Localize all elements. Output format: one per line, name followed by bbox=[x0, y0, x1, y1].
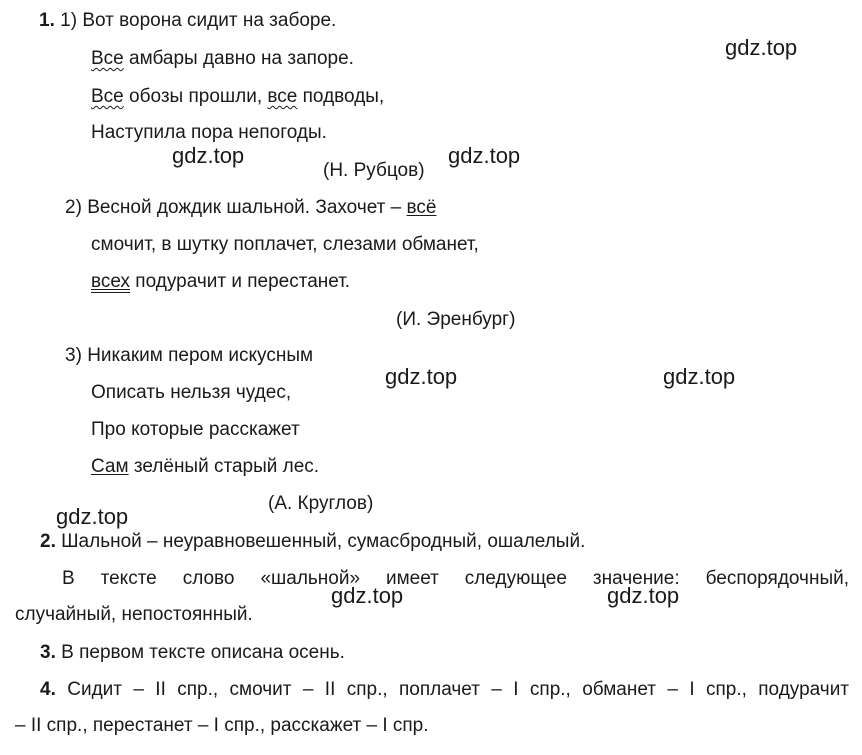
poem1-line: Все обозы прошли, все подводы, bbox=[91, 86, 385, 107]
task4-number: 4. bbox=[40, 679, 56, 700]
watermark: gdz.top bbox=[448, 143, 521, 168]
poem3-author: (А. Круглов) bbox=[268, 493, 374, 514]
underlined-word: все bbox=[267, 86, 298, 107]
task2-paragraph: В тексте слово «шальной» имеет следующее значение: беспорядочный, bbox=[62, 568, 849, 589]
underlined-word: всё bbox=[406, 197, 437, 218]
underlined-word: Все bbox=[91, 86, 124, 107]
poem3-line: Описать нельзя чудес, bbox=[91, 382, 292, 403]
task3-number: 3. bbox=[40, 642, 56, 663]
task1-number: 1. bbox=[39, 10, 55, 31]
task3-line: 3. В первом тексте описана осень. bbox=[40, 642, 345, 663]
poem3-number: 3) bbox=[65, 345, 82, 366]
task1-line-1 bbox=[39, 10, 336, 32]
watermark: gdz.top bbox=[725, 35, 798, 60]
task2-line: 2. Шальной – неуравновешенный, сумасбродный, ошалелый. bbox=[40, 531, 586, 552]
poem1-author: (Н. Рубцов) bbox=[323, 160, 425, 181]
watermark: gdz.top bbox=[663, 364, 736, 389]
watermark: gdz.top bbox=[385, 364, 458, 389]
watermark: gdz.top bbox=[172, 143, 245, 168]
task2-line: случайный, непостоянный. bbox=[15, 604, 253, 625]
poem3-line: 3) Никаким пером искусным bbox=[65, 345, 314, 366]
poem3-line: Сам зелёный старый лес. bbox=[91, 456, 320, 477]
underlined-word: Все bbox=[91, 48, 124, 69]
poem3-line: Про которые расскажет bbox=[91, 419, 300, 440]
poem2-line: всех подурачит и перестанет. bbox=[91, 271, 351, 292]
poem2-line: 2) Весной дождик шальной. Захочет – всё bbox=[65, 197, 437, 218]
task4-paragraph: 4. Сидит – II спр., смочит – II спр., поплачет – I спр., обманет – I спр., подурачит bbox=[40, 679, 850, 700]
watermark: gdz.top bbox=[607, 583, 680, 608]
task4-line: – II спр., перестанет – I спр., расскажет – I спр. bbox=[15, 715, 429, 736]
poem1-number: 1) bbox=[60, 10, 78, 31]
poem2-number: 2) bbox=[65, 197, 82, 218]
poem1-line: Наступила пора непогоды. bbox=[91, 122, 327, 143]
poem2-line: смочит, в шутку поплачет, слезами обманет, bbox=[91, 234, 479, 255]
poem1-line: Вот ворона сидит на заборе. bbox=[82, 10, 337, 31]
task2-number: 2. bbox=[40, 531, 56, 552]
poem1-line: Все амбары давно на запоре. bbox=[91, 48, 354, 69]
underlined-word: Сам bbox=[91, 456, 129, 477]
watermark: gdz.top bbox=[331, 583, 404, 608]
watermark: gdz.top bbox=[56, 504, 129, 529]
underlined-word: всех bbox=[91, 271, 131, 292]
poem2-author: (И. Эренбург) bbox=[396, 309, 516, 330]
